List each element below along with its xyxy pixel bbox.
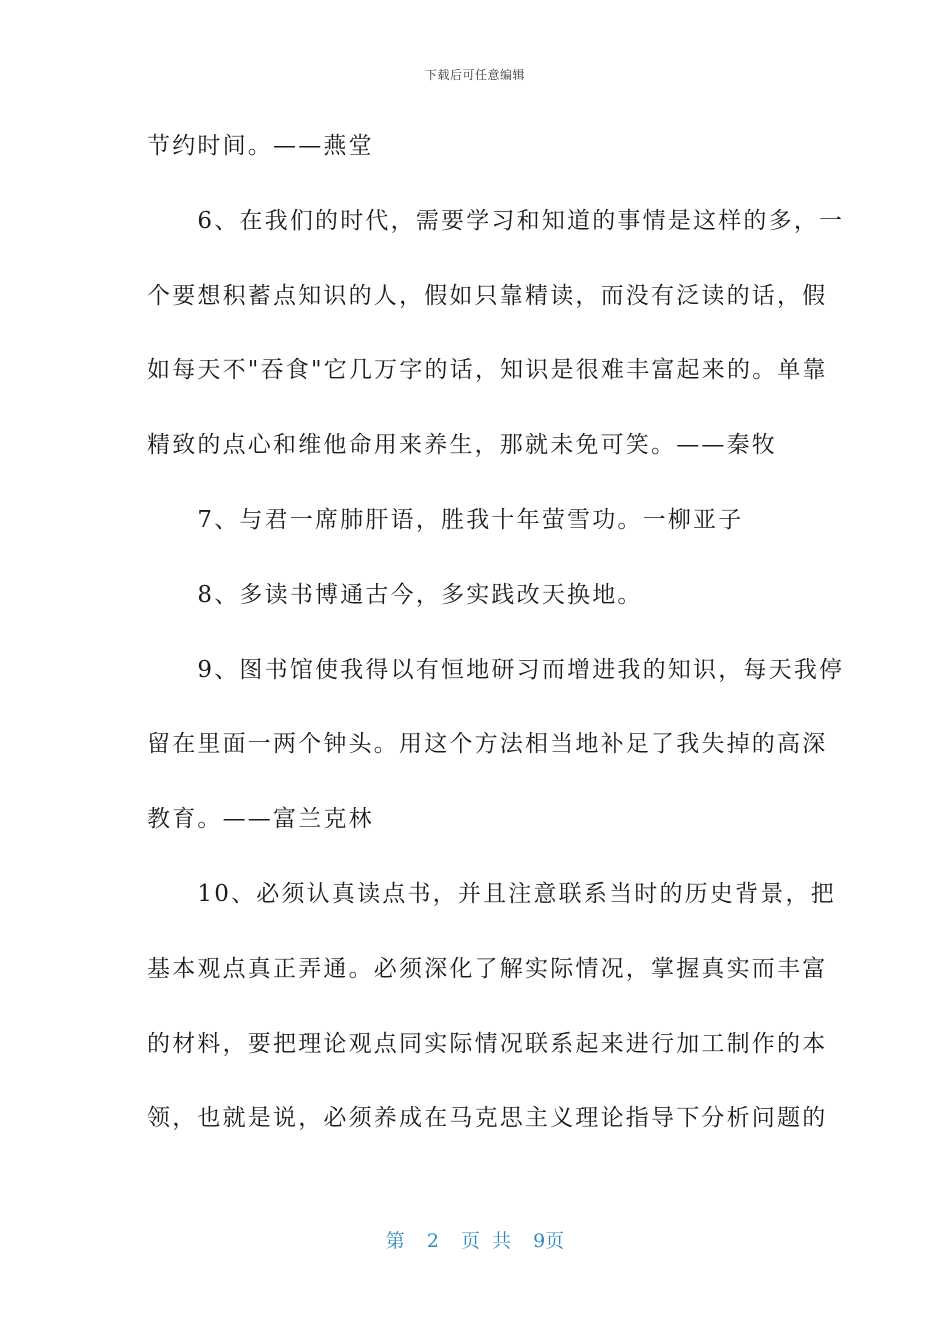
document-body [147, 127, 845, 1174]
text-line: 精致的点心和维他命用来养生，那就未免可笑。——秦牧 [147, 432, 777, 459]
text-line: 6、在我们的时代，需要学习和知道的事情是这样的多，一 [147, 207, 845, 234]
text-line: 9、图书馆使我得以有恒地研习而增进我的知识，每天我停 [147, 656, 845, 683]
page-header: 下载后可任意编辑 [424, 68, 525, 82]
text-line: 8、多读书博通古今，多实践改天换地。 [147, 581, 643, 608]
footer-middle: 页 共 [461, 1230, 512, 1252]
text-line: 如每天不"吞食"它几万字的话，知识是很难丰富起来的。单靠 [147, 357, 828, 384]
text-line: 10、必须认真读点书，并且注意联系当时的历史背景，把 [147, 880, 836, 907]
text-line: 个要想积蓄点知识的人，假如只靠精读，而没有泛读的话，假 [147, 282, 828, 309]
text-line: 留在里面一两个钟头。用这个方法相当地补足了我失掉的高深 [147, 731, 828, 758]
text-line: 领，也就是说，必须养成在马克思主义理论指导下分析问题的 [147, 1105, 828, 1132]
page-footer [0, 1226, 950, 1253]
text-line: 的材料，要把理论观点同实际情况联系起来进行加工制作的本 [147, 1030, 828, 1057]
text-line: 基本观点真正弄通。必须深化了解实际情况，掌握真实而丰富 [147, 955, 828, 982]
text-line: 节约时间。——燕堂 [147, 133, 374, 159]
text-line: 教育。——富兰克林 [147, 806, 374, 833]
current-page-number: 2 [426, 1230, 439, 1252]
total-pages: 9页 [533, 1230, 565, 1252]
footer-prefix: 第 [385, 1230, 405, 1252]
text-line: 7、与君一席肺肝语，胜我十年萤雪功。一柳亚子 [147, 506, 744, 533]
